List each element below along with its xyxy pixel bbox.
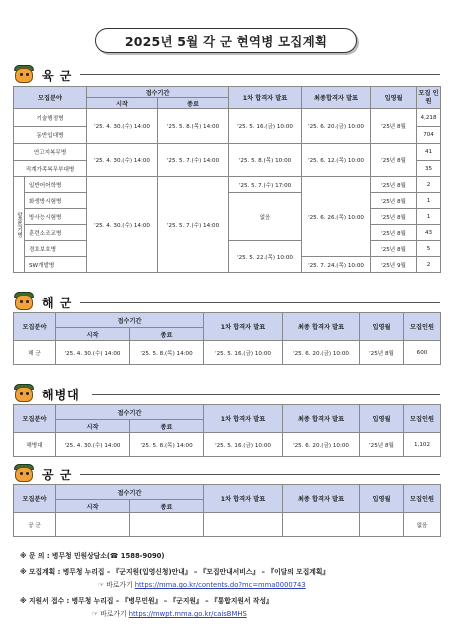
col-enlist: 입영월 [371, 87, 417, 109]
col-final: 최종합격자 발표 [302, 87, 371, 109]
army-label: 육 군 [38, 67, 76, 84]
airforce-label: 공 군 [38, 466, 76, 483]
table-row: 경호보호병 '25. 5. 22.(목) 10:00 '25년 8월 5 [14, 241, 441, 257]
inquiry-note: ※ 문 의 : 병무청 민원상담소(☎ 1588-9090) [20, 552, 165, 560]
table-row: 직계가족복무부대병 35 [14, 161, 441, 177]
table-row: 공 군 없음 [14, 513, 441, 537]
table-row: 방사능시험병 '25년 8월 1 [14, 209, 441, 225]
soldier-mascot-icon [13, 292, 35, 312]
notes [20, 550, 440, 621]
airforce-table: 모집분야 접수기간 1차 합격자 발표 최종 합격자 발표 입영월 모집인원 시작 종료 공 군 없음 [13, 484, 441, 537]
apply-note: ※ 지원서 접수 : 병무청 누리집 – 『병무민원』 – 『군지원』 – 『통합지원서 작성』 [20, 597, 273, 605]
table-row: 맞춤특기병 일반어어학병 '25. 4. 30.(수) 14:00 '25. 5. 7.(수) 14:00 '25. 5. 7.(수) 17:00 '25. 6. 26.(목) 10:00 '25년 8월 2 [14, 177, 441, 193]
plan-link-line: ☞ 바로가기 https://mma.go.kr/contents.do?mc=mma0000743 [98, 581, 306, 589]
navy-table: 모집분야 접수기간 1차 합격자 발표 최종 합격자 발표 입영월 모집인원 시작 종료 해 군 '25. 4. 30.(수) 14:00 '25. 5. 8.(목) 14:00 '25. 5. 16.(금) 10:00 '25. 6. 20.(금) 10:00 '25년 8월 600 [13, 312, 441, 365]
col-field: 모집분야 [14, 87, 87, 109]
divider [80, 474, 440, 475]
divider [80, 302, 440, 303]
airforce-section-header [13, 463, 76, 485]
soldier-mascot-icon [13, 384, 35, 404]
table-row: 기술행정병 '25. 4. 30.(수) 14:00 '25. 5. 8.(목) 14:00 '25. 5. 16.(금) 10:00 '25. 6. 20.(금) 10:00 '25년 8월 4,218 [14, 109, 441, 127]
table-row: 해 군 '25. 4. 30.(수) 14:00 '25. 5. 8.(목) 14:00 '25. 5. 16.(금) 10:00 '25. 6. 20.(금) 10:00 '25년 8월 600 [14, 341, 441, 365]
marine-table: 모집분야 접수기간 1차 합격자 발표 최종 합격자 발표 입영월 모집인원 시작 종료 해병대 '25. 4. 30.(수) 14:00 '25. 5. 8.(목) 14:00 '25. 5. 16.(금) 10:00 '25. 6. 20.(금) 10:00 '25년 8월 1,102 [13, 404, 441, 457]
army-section-header [13, 64, 76, 86]
soldier-mascot-icon [13, 464, 35, 484]
apply-link-line: ☞ 바로가기 https://mwpt.mma.go.kr/caisBMHS [92, 610, 247, 618]
page-title: 2025년 5월 각 군 현역병 모집계획 [95, 28, 357, 53]
soldier-mascot-icon [13, 65, 35, 85]
col-first: 1차 합격자 발표 [229, 87, 302, 109]
table-row: 화생방시험병 없음 '25년 8월 1 [14, 193, 441, 209]
table-row: 해병대 '25. 4. 30.(수) 14:00 '25. 5. 8.(목) 14:00 '25. 5. 16.(금) 10:00 '25. 6. 20.(금) 10:00 '25년 8월 1,102 [14, 433, 441, 457]
navy-section-header [13, 291, 76, 313]
col-period: 접수기간 [87, 87, 229, 98]
divider [92, 394, 440, 395]
col-count: 모집 인원 [417, 87, 441, 109]
plan-link[interactable]: https://mma.go.kr/contents.do?mc=mma0000743 [134, 581, 306, 589]
table-row: 연고지복무병 '25. 4. 30.(수) 14:00 '25. 5. 7.(수) 14:00 '25. 5. 8.(목) 10:00 '25. 6. 12.(목) 10:00 '25년 8월 41 [14, 144, 441, 161]
table-row: 훈련소조교병 '25년 8월 43 [14, 225, 441, 241]
marine-label: 해병대 [38, 386, 84, 403]
marine-section-header [13, 383, 84, 405]
col-start: 시작 [87, 98, 158, 109]
army-table [13, 86, 441, 273]
plan-note: ※ 모집계획 : 병무청 누리집 – 『군지원(입영신청)안내』 – 『모집안내서비스』 – 『이달의 모집계획』 [20, 568, 330, 576]
col-end: 종료 [158, 98, 229, 109]
table-row: SW개발병 '25. 7. 24.(목) 10:00 '25년 9월 2 [14, 257, 441, 273]
navy-label: 해 군 [38, 294, 76, 311]
divider [80, 74, 440, 75]
table-row: 동반입대병 704 [14, 127, 441, 144]
apply-link[interactable]: https://mwpt.mma.go.kr/caisBMHS [128, 610, 247, 618]
